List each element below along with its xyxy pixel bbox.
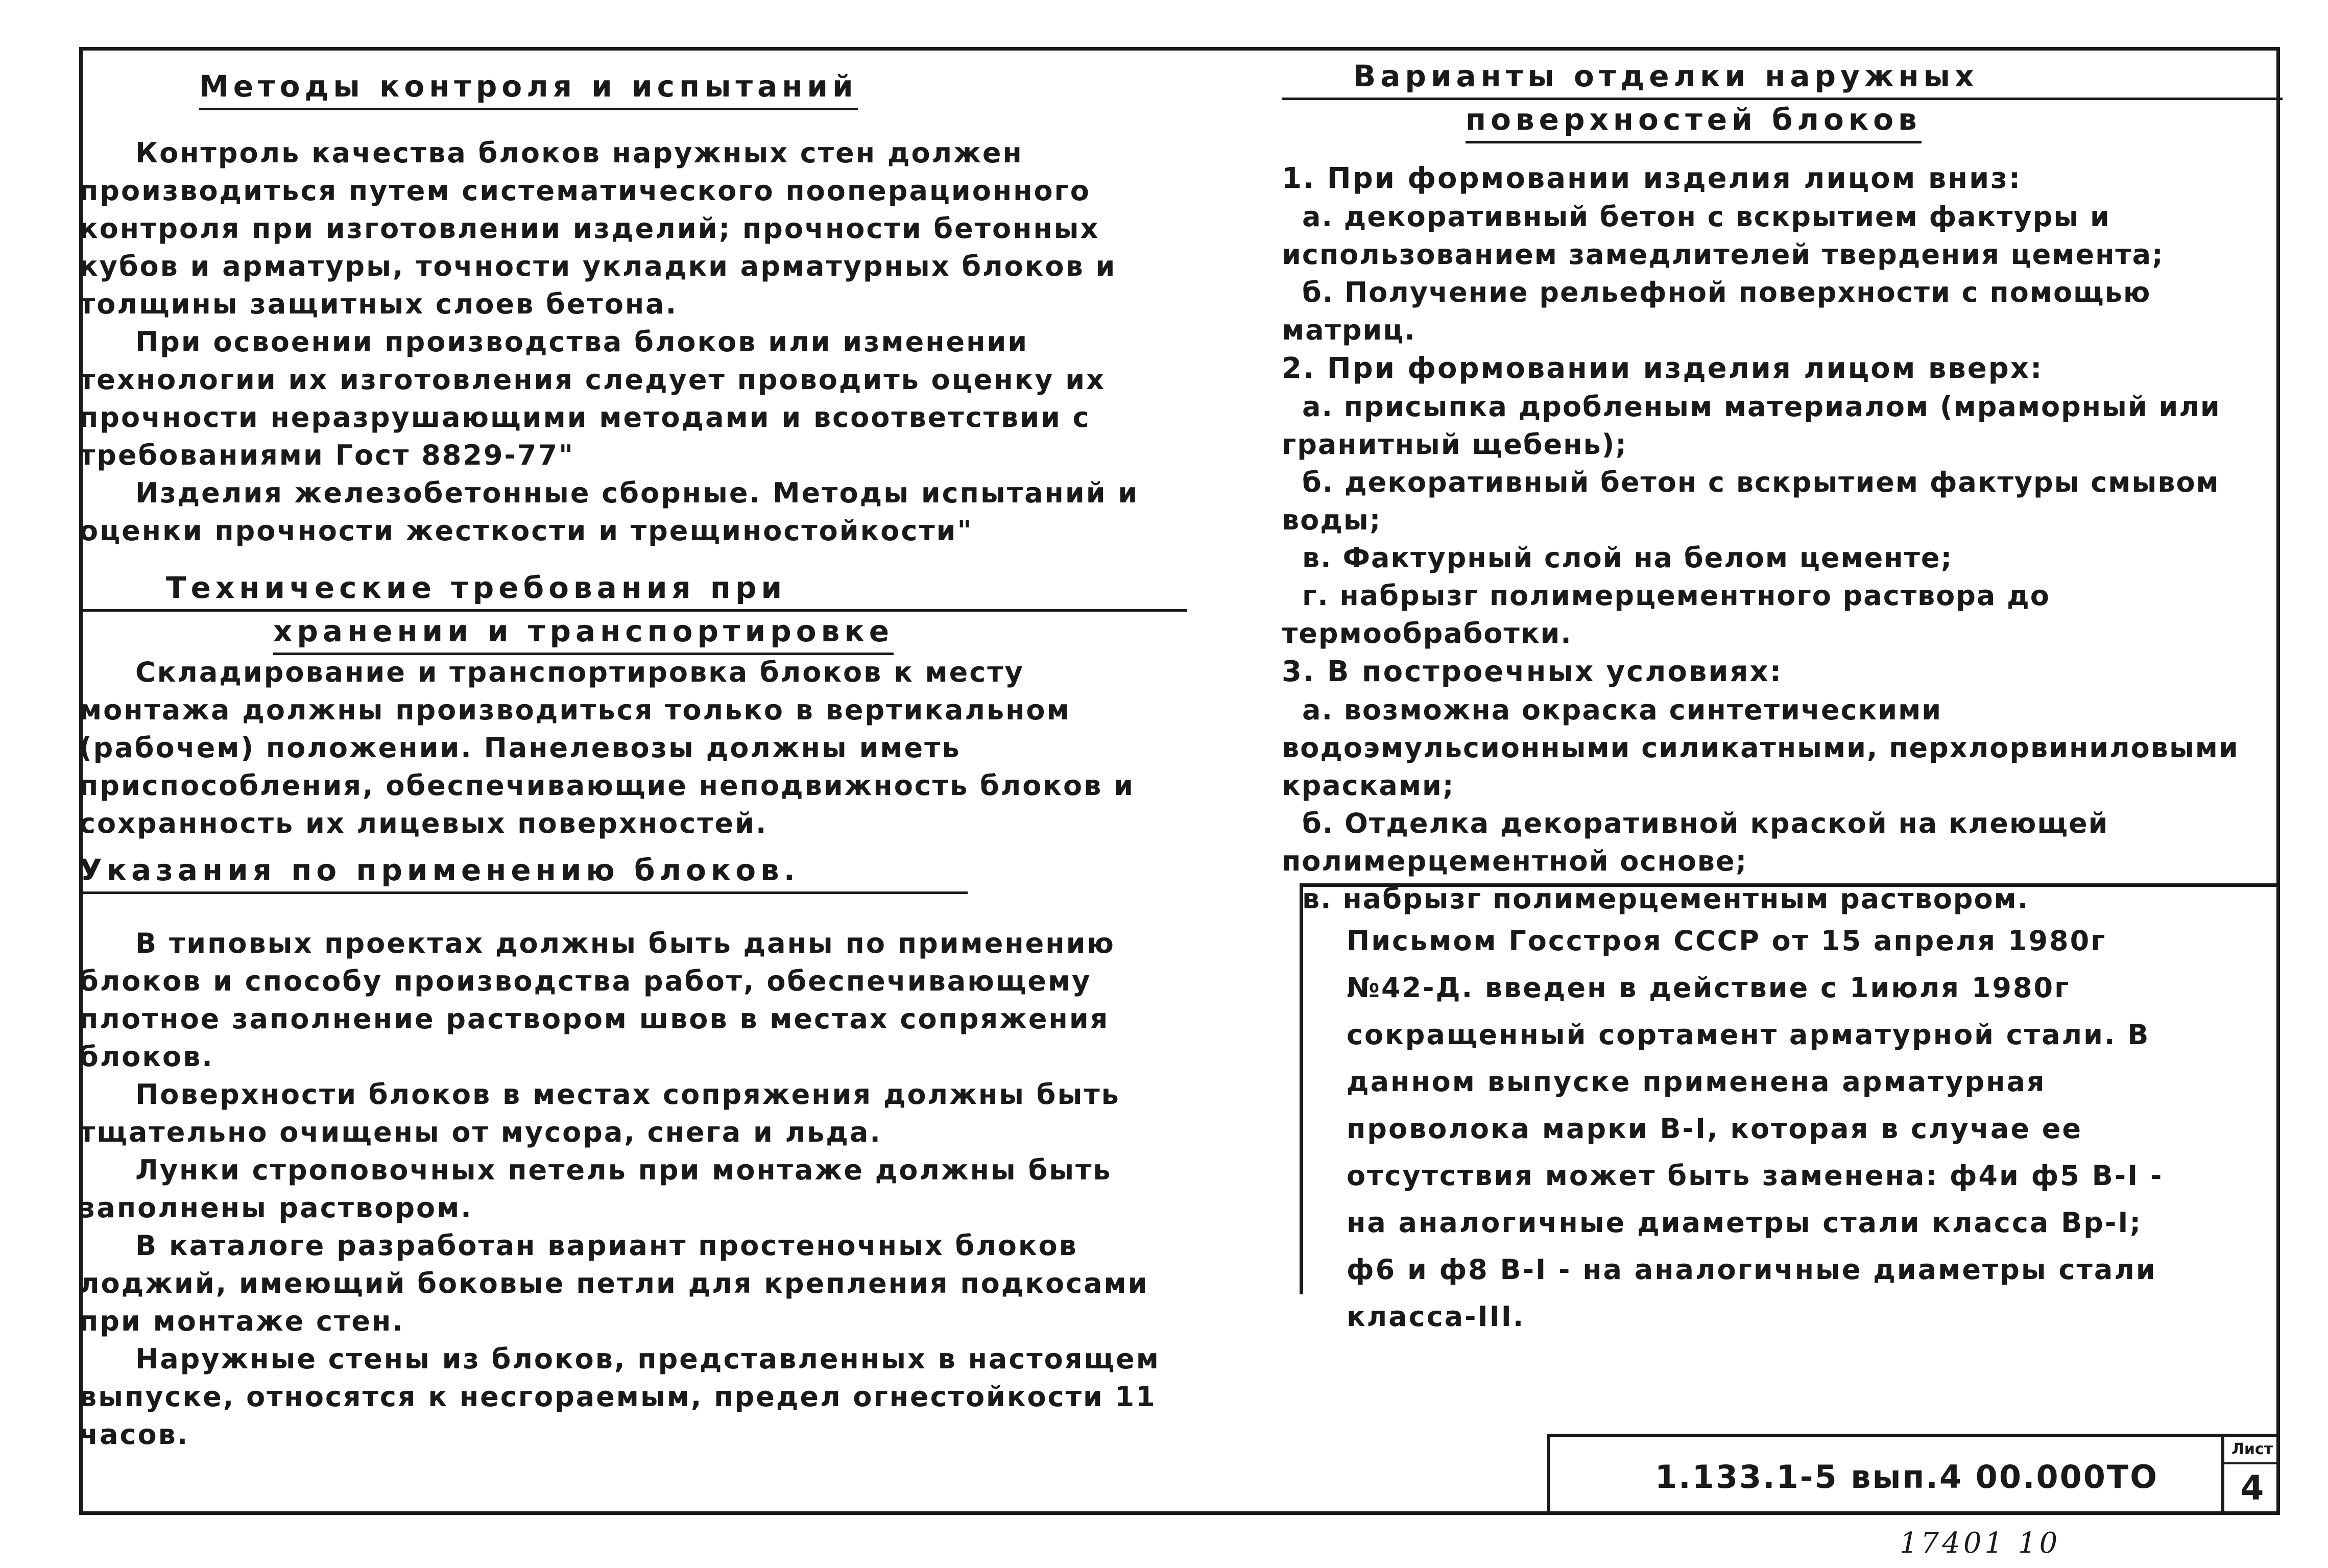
note-line: Письмом Госстроя СССР от 15 апреля 1980г	[1347, 925, 2107, 957]
paragraph: Складирование и транспортировка блоков к месту монтажа должны производиться только в вертикальном (рабочем) положении. Панелевозы должны иметь приспособления, обеспечивающие неподвижность блоков и сохранность их лицевых поверхностей.	[79, 656, 1135, 839]
finish-item-3v: в. набрызг полимерцементным раствором.	[1302, 883, 2029, 915]
finish-item-1: 1. При формовании изделия лицом вниз:	[1282, 162, 2022, 195]
finish-item-2a: а. присыпка дробленым материалом (мраморный или гранитный щебень);	[1282, 391, 2221, 461]
sheet-label: Лист	[2224, 1437, 2280, 1464]
section-title-storage-2-wrap	[79, 614, 1187, 648]
right-column	[1282, 59, 2283, 918]
finish-title-2-wrap	[1282, 102, 2283, 137]
note-line: сокращенный сортамент арматурной стали. В	[1347, 1019, 2150, 1051]
finish-item-1b: б. Получение рельефной поверхности с помощью матриц.	[1282, 276, 2151, 346]
paragraph: В типовых проектах должны быть даны по применению блоков и способу производства работ, обеспечивающему плотное заполнение раствором швов в местах сопряжения блоков.	[79, 927, 1115, 1073]
paragraph: Контроль качества блоков наружных стен должен производиться путем систематического пооперационного контроля при изготовлении изделий; прочности бетонных кубов и арматуры, точности укладки арматурных блоков и толщины защитных слоев бетона.	[79, 137, 1117, 320]
paragraph: Изделия железобетонные сборные. Методы испытаний и оценки прочности жесткости и трещиностойкости"	[79, 477, 1139, 547]
note-line: ф6 и ф8 В-I - на аналогичные диаметры стали класса-III.	[1347, 1253, 2157, 1333]
left-column	[79, 69, 1187, 1454]
finish-item-3a: а. возможна окраска синтетическими водоэмульсионными силикатными, перхлорвиниловыми красками;	[1282, 694, 2239, 802]
title-block	[1547, 1434, 2280, 1515]
finish-title-1: Варианты отделки наружных	[1282, 59, 2283, 100]
paragraph: Наружные стены из блоков, представленных в настоящем выпуске, относятся к несгораемым, предел огнестойкости 11 часов.	[79, 1343, 1160, 1451]
finish-item-2v: в. Фактурный слой на белом цементе;	[1302, 542, 1953, 574]
section-title-methods: Методы контроля и испытаний	[199, 69, 858, 110]
sheet-number: 4	[2240, 1468, 2264, 1508]
finish-item-1a: а. декоративный бетон с вскрытием фактуры и использованием замедлителей твердения цемента;	[1282, 201, 2164, 271]
paragraph: При освоении производства блоков или изменении технологии их изготовления следует проводить оценку их прочности неразрушающими методами и всоответствии с требованиями Гост 8829-77"	[79, 326, 1106, 471]
note-line: отсутствия может быть заменена: ф4и ф5 В-I -	[1347, 1160, 2164, 1192]
paragraph: Поверхности блоков в местах сопряжения должны быть тщательно очищены от мусора, снега и льда.	[79, 1078, 1120, 1148]
section-title-application: Указания по применению блоков.	[79, 853, 968, 894]
note-line: проволока марки В-I, которая в случае ее	[1347, 1113, 2082, 1145]
finish-item-3b: б. Отделка декоративной краской на клеющей полимерцементной основе;	[1282, 807, 2109, 877]
finish-title-2: поверхностей блоков	[1466, 102, 1922, 143]
finish-item-2b: б. декоративный бетон с вскрытием фактуры смывом воды;	[1282, 466, 2220, 536]
section-title-storage-2: хранении и транспортировке	[273, 614, 894, 655]
finish-item-2: 2. При формовании изделия лицом вверх:	[1282, 352, 2044, 385]
finish-item-2g: г. набрызг полимерцементного раствора до термообработки.	[1282, 580, 2050, 649]
document-code: 1.133.1-5 вып.4 00.000ТО	[1655, 1458, 2158, 1495]
note-line: на аналогичные диаметры стали класса Вр-I;	[1347, 1207, 2143, 1239]
note-box	[1300, 883, 2280, 1333]
note-line: данном выпуске применена арматурная	[1347, 1066, 2046, 1098]
sheet-number-cell	[2221, 1437, 2280, 1515]
handwritten-number: 17401 10	[1900, 1527, 2061, 1560]
paragraph: Лунки строповочных петель при монтаже должны быть заполнены раствором.	[79, 1154, 1112, 1224]
paragraph: В каталоге разработан вариант простеночных блоков лоджий, имеющий боковые петли для крепления подкосами при монтаже стен.	[79, 1229, 1149, 1337]
finish-item-3: 3. В построечных условиях:	[1282, 655, 1783, 688]
note-line: №42-Д. введен в действие с 1июля 1980г	[1347, 972, 2071, 1004]
section-title-storage-1: Технические требования при	[79, 570, 1187, 612]
